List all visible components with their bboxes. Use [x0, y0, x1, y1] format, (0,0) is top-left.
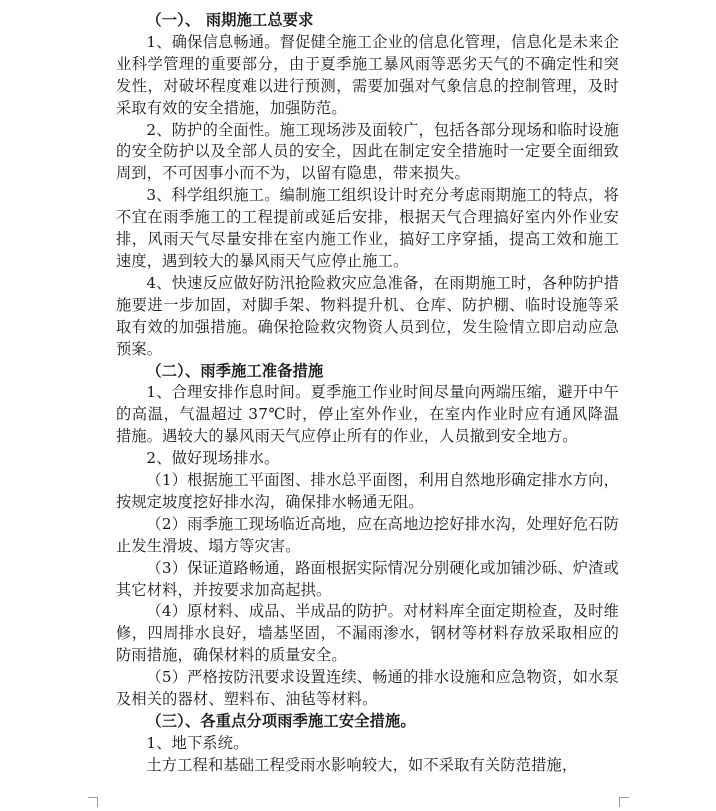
section-heading-3: （三）、各重点分项雨季施工安全措施。 [146, 712, 416, 730]
paragraph: 3、科学组织施工。编制施工组织设计时充分考虑雨期施工的特点，将不宜在雨季施工的工程提前或延后安排，根据天气合理搞好室内外作业安排，风雨天气尽量安排在室内施工作业，搞好工序穿插，提高工效和施工速度，遇到较大的暴风雨天气应停止施工。 [116, 186, 619, 270]
section-heading-1: （一）、 雨期施工总要求 [146, 11, 314, 29]
paragraph: （5）严格按防汛要求设置连续、畅通的排水设施和应急物资，如水泵及相关的器材、塑料布、油毡等材料。 [116, 668, 619, 709]
paragraph: 2、做好现场排水。 [146, 449, 280, 468]
paragraph: （1）根据施工平面图、排水总平面图，利用自然地形确定排水方向，按规定坡度挖好排水沟，确保排水畅通无阻。 [116, 471, 619, 511]
paragraph: （3）保证道路畅通，路面根据实际情况分别硬化或加铺沙砾、炉渣或其它材料，并按要求加高起拱。 [116, 558, 619, 599]
paragraph: 1、合理安排作息时间。夏季施工作业时间尽量向两端压缩，避开中午的高温，气温超过 37℃时，停止室外作业，在室内作业时应有通风降温措施。遇较大的暴风雨天气应停止所有的作业，人员撤到安全地方。 [116, 383, 619, 446]
paragraph: 2、防护的全面性。施工现场涉及面较广，包括各部分现场和临时设施的安全防护以及全部人员的安全，因此在制定安全措施时一定要全面细致周到，不可因事小而不为，以留有隐患，带来损失。 [116, 120, 619, 183]
paragraph: （2）雨季施工现场临近高地，应在高地边挖好排水沟，处理好危石防止发生滑坡、塌方等灾害。 [116, 514, 619, 555]
paragraph: （4）原材料、成品、半成品的防护。对材料库全面定期检查，及时维修，四周排水良好，墙基坚固，不漏雨渗水，钢材等材料存放采取相应的防雨措施，确保材料的质量安全。 [116, 602, 619, 665]
paragraph: 土方工程和基础工程受雨水影响较大，如不采取有关防范措施， [146, 755, 578, 774]
document-body[interactable] [116, 10, 619, 777]
section-heading-2: （二）、雨季施工准备措施 [146, 361, 324, 380]
paragraph: 1、地下系统。 [146, 733, 249, 752]
margin-corner-mark-left [88, 797, 98, 807]
paragraph: 1、确保信息畅通。督促健全施工企业的信息化管理，信息化是未来企业科学管理的重要部分，由于夏季施工暴风雨等恶劣天气的不确定性和突发性，对破坏程度难以进行预测，需要加强对气象信息的控制管理，及时采取有效的安全措施，加强防范。 [116, 32, 619, 117]
paragraph: 4、快速反应做好防汛抢险救灾应急准备，在雨期施工时，各种防护措施要进一步加固，对脚手架、物料提升机、仓库、防护棚、临时设施等采取有效的加强措施。确保抢险救灾物资人员到位，发生险情立即启动应急预案。 [116, 273, 619, 358]
margin-corner-mark-right [619, 797, 629, 807]
